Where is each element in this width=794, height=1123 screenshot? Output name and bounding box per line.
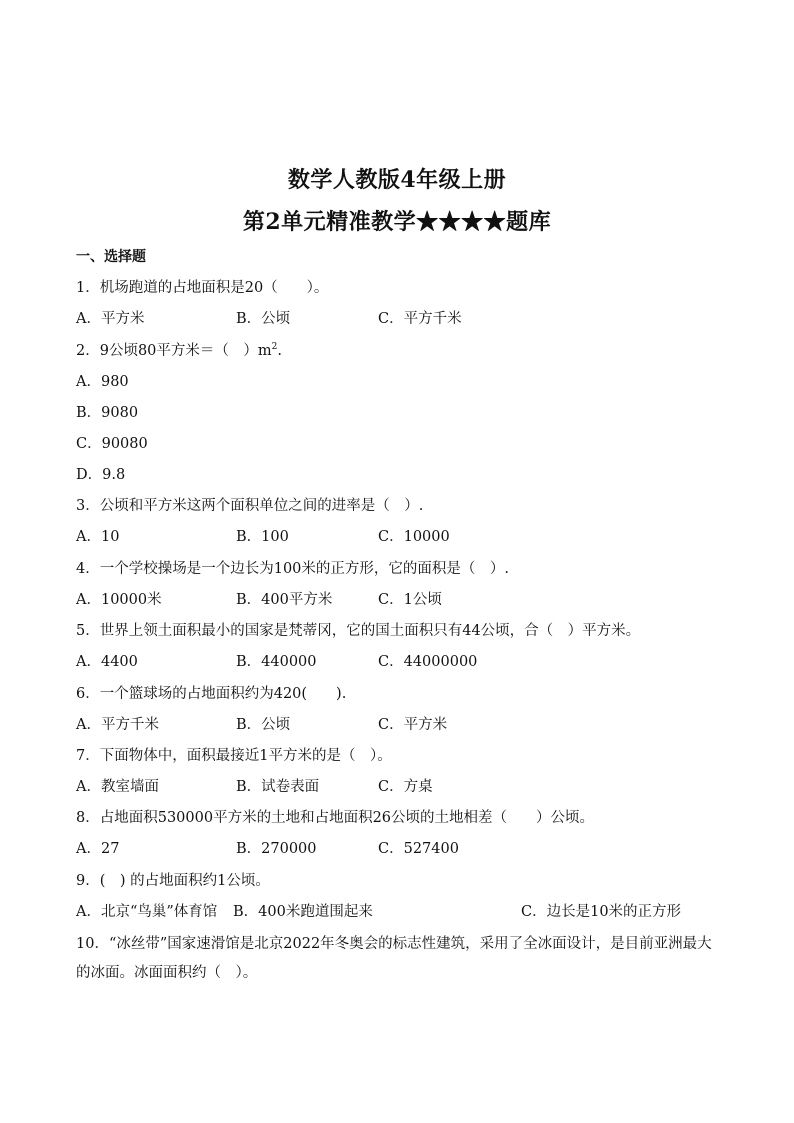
option-c: C．1公顷 <box>378 592 442 608</box>
option-a: A．平方千米 <box>76 717 159 733</box>
option-c: C．10000 <box>378 529 450 545</box>
question-2-option-d: D．9.8 <box>76 467 126 483</box>
question-8: 8．占地面积530000平方米的土地和占地面积26公顷的土地相差（ ）公顷。 <box>76 810 595 826</box>
question-6: 6．一个篮球场的占地面积约为420( ). <box>76 686 347 702</box>
option-b: B．400平方米 <box>236 592 333 608</box>
option-b: B．100 <box>236 529 289 545</box>
option-c: C．527400 <box>378 841 459 857</box>
option-b: B．440000 <box>236 654 317 670</box>
option-c: C．边长是10米的正方形 <box>521 904 682 920</box>
document-title: 数学人教版4年级上册 <box>287 167 507 193</box>
question-10: 10．“冰丝带”国家速滑馆是北京2022年冬奥会的标志性建筑，采用了全冰面设计，是目前亚洲最大的冰面。冰面面积约（ ）。 <box>76 936 712 981</box>
question-2-option-b: B．9080 <box>76 405 139 421</box>
question-4: 4．一个学校操场是一个边长为100米的正方形，它的面积是（ ）. <box>76 561 510 577</box>
question-9: 9．( ) 的占地面积约1公顷。 <box>76 873 270 889</box>
question-2-option-c: C．90080 <box>76 436 148 452</box>
question-6-options <box>76 713 726 733</box>
option-a: A．10 <box>76 529 120 545</box>
question-5-options <box>76 650 726 670</box>
option-a: A．北京“鸟巢”体育馆 <box>76 904 218 920</box>
option-c: C．方桌 <box>378 779 433 795</box>
question-8-options <box>76 837 726 857</box>
option-c: C．44000000 <box>378 654 478 670</box>
option-b: B．公顷 <box>236 717 291 733</box>
option-c: C．平方米 <box>378 717 448 733</box>
question-1: 1．机场跑道的占地面积是20（ ）。 <box>76 280 329 296</box>
option-a: A．4400 <box>76 654 138 670</box>
question-4-options <box>76 588 726 608</box>
question-3: 3．公顷和平方米这两个面积单位之间的进率是（ ）. <box>76 498 424 514</box>
section-heading: 一、选择题 <box>76 249 146 265</box>
question-9-options <box>76 900 726 920</box>
document-subtitle: 第2单元精准教学★★★★题库 <box>242 209 552 235</box>
option-c: C．平方千米 <box>378 311 462 327</box>
question-5: 5．世界上领土面积最小的国家是梵蒂冈，它的国土面积只有44公顷，合（ ）平方米。 <box>76 623 641 639</box>
question-7: 7．下面物体中，面积最接近1平方米的是（ ）。 <box>76 748 392 764</box>
option-a: A．27 <box>76 841 120 857</box>
option-b: B．试卷表面 <box>236 779 320 795</box>
option-a: A．10000米 <box>76 592 162 608</box>
question-2: 2．9公顷80平方米＝（ ）$m^2$. <box>76 342 282 359</box>
option-b: B．400米跑道围起来 <box>233 904 373 920</box>
question-7-options <box>76 775 726 795</box>
option-a: A．平方米 <box>76 311 145 327</box>
option-a: A．教室墙面 <box>76 779 159 795</box>
question-1-options <box>76 307 726 327</box>
question-2-option-a: A．980 <box>76 374 129 390</box>
option-b: B．270000 <box>236 841 317 857</box>
option-b: B．公顷 <box>236 311 291 327</box>
question-3-options <box>76 525 726 545</box>
